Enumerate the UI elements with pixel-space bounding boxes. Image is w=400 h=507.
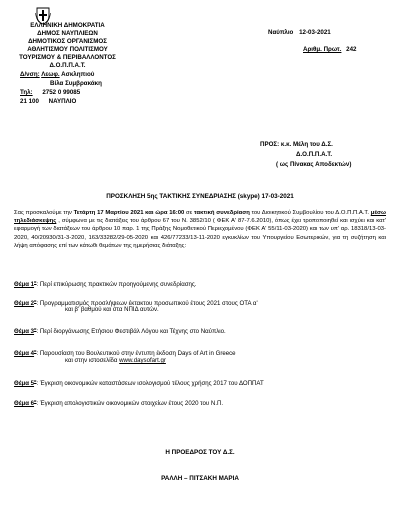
agenda-item-1: [14, 278, 197, 289]
phone-value: 2752 0 99085: [42, 89, 81, 96]
issuer-header: [10, 22, 125, 70]
protocol-line: [303, 46, 356, 54]
agenda-item-sup: ο: [34, 326, 37, 331]
recipient-line-1: ΠΡΟΣ: κ.κ. Μέλη του Δ.Σ.: [260, 141, 333, 148]
agenda-item-3: [14, 325, 226, 336]
address-line: [20, 71, 94, 79]
phone-label: Τηλ:: [20, 89, 33, 96]
body-text-4: , σύμφωνα με τις διατάξεις του άρθρου 67 του Ν. 3852/10 ( ΦΕΚ Α' 87-7.6.2010), όπως έχει τροποποιηθεί και ισχύει και κατ' εφαρμογή των διατάξεων του άρθρου 10 παρ. 1 της Πράξης Νομοθετικού Περιεχομένου (ΦΕΚ Α' 55/11-03-2020) και των υπ' αρ. 18318/13-03-2020, 40/20930/31-3-2020, 163/33282/29-05-2020 και 426/77233/13-11-2020 εγκυκλίων του Υπουργείου Εσωτερικών, για τη συζήτηση και λήψη απόφασης επί των κάτωθι θεμάτων της ημερήσιας διάταξης:: [14, 218, 386, 249]
agenda-item-text: : Παρουσίαση του Βουλευτικού στην έντυπη έκδοση Days of Art in Greece: [36, 350, 236, 358]
agenda-item-text: : Περί επικύρωσης πρακτικών προηγούμενης συνεδρίασης.: [36, 281, 197, 289]
header-line-6: Δ.Ο.Π.Π.Α.Τ.: [49, 62, 86, 69]
city: ΝΑΥΠΛΙΟ: [48, 98, 77, 105]
address-rest: Ασκληπιού: [59, 71, 95, 78]
daysofart-link[interactable]: www.daysofart.gr: [119, 357, 166, 364]
agenda-item-sup: ο: [34, 279, 37, 284]
postal-code: 21 100: [20, 98, 39, 105]
agenda-item-sup: ο: [34, 348, 37, 353]
protocol-value: 242: [346, 46, 357, 53]
meeting-mode: μέσω τηλεδιάσκεψης: [14, 210, 387, 225]
date-line: [268, 29, 331, 37]
invitation-title: ΠΡΟΣΚΛΗΣΗ 5ης ΤΑΚΤΙΚΗΣ ΣΥΝΕΔΡΙΑΣΗΣ (skype) 17-03-2021: [106, 193, 294, 200]
header-line-4: ΑΘΛΗΤΙΣΜΟΥ ΠΟΛΙΤΙΣΜΟΥ: [27, 46, 108, 53]
agenda-item-4-cont-text: και στην ιστοσελίδα: [65, 357, 120, 364]
body-text-3: του Διοικητικού Συμβουλίου του Δ.Ο.Π.Π.Α.Τ.: [249, 210, 371, 216]
header-line-1: ΕΛΛΗΝΙΚΗ ΔΗΜΟΚΡΑΤΙΑ: [30, 22, 105, 29]
agenda-item-2-continued: και β' βαθμού και στα ΝΠΙΔ αυτών.: [65, 306, 159, 313]
agenda-item-sup: ο: [34, 298, 37, 303]
protocol-label: Αριθμ. Πρωτ.: [303, 46, 342, 53]
body-text-1: Σας προσκαλούμε την: [14, 210, 74, 216]
header-line-2: ΔΗΜΟΣ ΝΑΥΠΛΙΕΩΝ: [37, 30, 98, 37]
agenda-item-5: [14, 377, 264, 388]
recipient-line-3: ( ως Πίνακας Αποδεκτών): [276, 161, 352, 168]
agenda-item-text: : Προγραμματισμός προσλήψεων έκτακτου προσωπικού έτους 2021 στους ΟΤΑ α': [36, 300, 258, 308]
agenda-item-label: Θέμα 2: [14, 300, 35, 308]
agenda-item-text: : Περί διοργάνωσης Ετήσιου Φεστιβάλ Λόγου και Τέχνης στο Ναύπλιο.: [36, 328, 226, 336]
date-value: 12-03-2021: [299, 29, 331, 36]
agenda-item-text: : Έγκριση οικονομικών καταστάσεων ισολογισμού τέλους χρήσης 2017 του ΔΟΠΠΑΤ: [36, 380, 264, 388]
header-line-3: ΔΗΜΟΤΙΚΟΣ ΟΡΓΑΝΙΣΜΟΣ: [28, 38, 107, 45]
date-label: Ναύπλιο: [268, 29, 294, 36]
body-text-2: σε: [184, 210, 195, 216]
agenda-item-label: Θέμα 6: [14, 400, 35, 408]
signature-title: Η ΠΡΟΕΔΡΟΣ ΤΟΥ Δ.Σ.: [165, 449, 235, 456]
invitation-body: [14, 209, 386, 250]
agenda-item-label: Θέμα 4: [14, 350, 35, 358]
agenda-item-4-continued: [65, 357, 166, 365]
meeting-type: τακτική συνεδρίαση: [194, 210, 250, 216]
recipient-line-2: Δ.Ο.Π.Π.Α.Τ.: [296, 151, 333, 158]
header-line-5: ΤΟΥΡΙΣΜΟΥ & ΠΕΡΙΒΑΛΛΟΝΤΟΣ: [19, 54, 116, 61]
agenda-item-text: : Έγκριση απολογιστικών οικονομικών στοιχείων έτους 2020 του Ν.Π.: [36, 400, 224, 408]
address-street: Λεωφ.: [41, 71, 60, 78]
address-label: Δ/νση:: [20, 71, 40, 78]
agenda-item-sup: ο: [34, 378, 37, 383]
agenda-item-6: [14, 397, 223, 408]
agenda-item-label: Θέμα 1: [14, 281, 35, 289]
address-line-2: Βίλα Συμβρακάκη: [50, 80, 102, 87]
agenda-item-label: Θέμα 5: [14, 380, 35, 388]
agenda-item-label: Θέμα 3: [14, 328, 35, 336]
meeting-datetime: Τετάρτη 17 Μαρτίου 2021 και ώρα 16:00: [73, 210, 185, 216]
agenda-item-sup: ο: [34, 398, 37, 403]
phone-line: [20, 89, 80, 97]
signature-name: ΡΑΛΛΗ – ΠΙΤΣΑΚΗ ΜΑΡΙΑ: [161, 475, 239, 482]
postal-line: [20, 98, 76, 106]
